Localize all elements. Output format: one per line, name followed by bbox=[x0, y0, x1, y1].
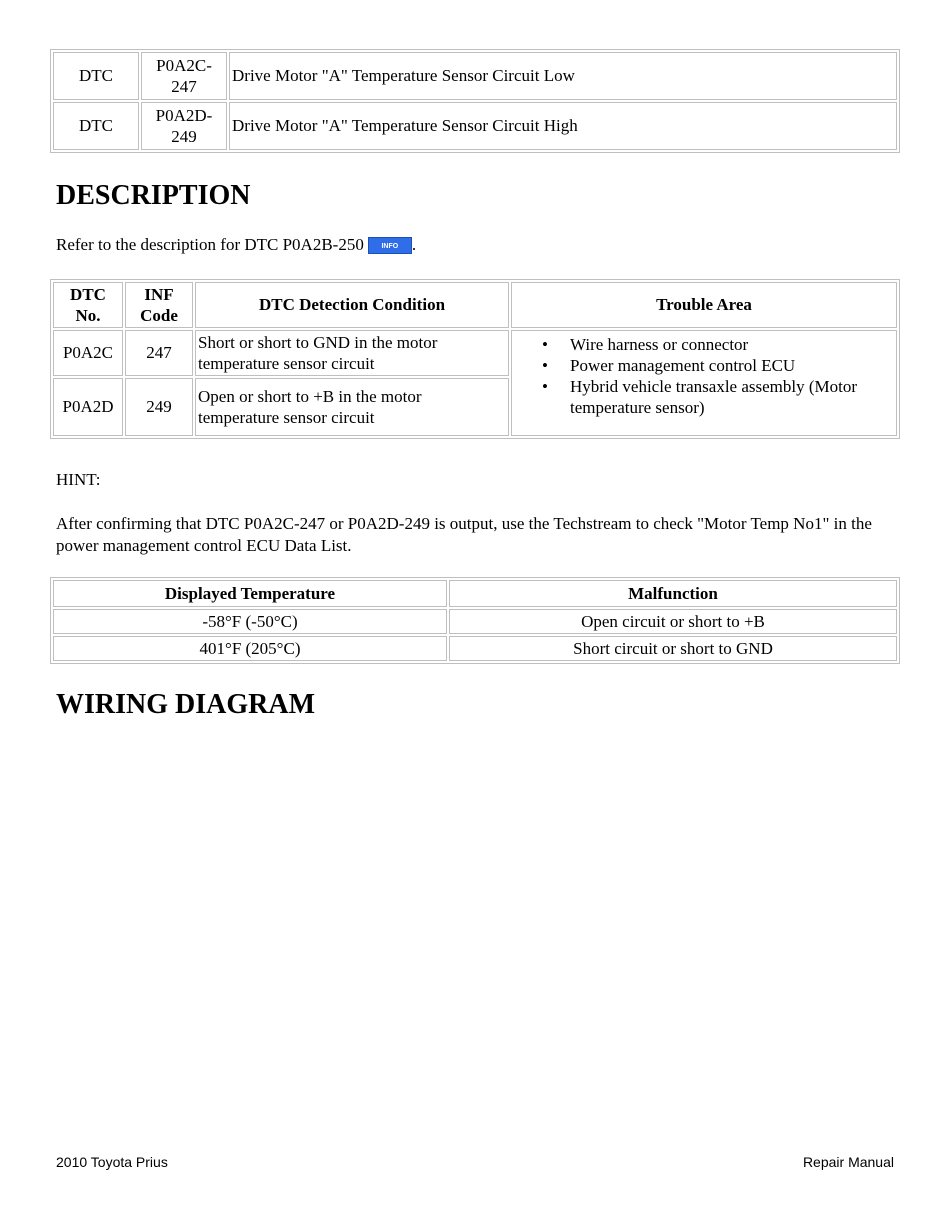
table-row bbox=[53, 102, 897, 150]
temperature-cell: -58°F (-50°C) bbox=[53, 609, 447, 634]
dtc-code: P0A2C-247 bbox=[141, 52, 227, 100]
description-period: . bbox=[411, 235, 417, 254]
dtc-header-table bbox=[50, 49, 900, 153]
header-detection-condition: DTC Detection Condition bbox=[195, 282, 509, 328]
inf-cell: 249 bbox=[125, 378, 193, 436]
dtc-label: DTC bbox=[53, 52, 139, 100]
dtc-code: P0A2D-249 bbox=[141, 102, 227, 150]
condition-cell: Open or short to +B in the motor temperature sensor circuit bbox=[195, 378, 509, 436]
header-dtc-no: DTC No. bbox=[53, 282, 123, 328]
dtc-description: Drive Motor "A" Temperature Sensor Circuit Low bbox=[229, 52, 897, 100]
table-header-row bbox=[53, 282, 897, 328]
dtc-cell: P0A2D bbox=[53, 378, 123, 436]
footer-right: Repair Manual bbox=[802, 1154, 894, 1170]
header-inf-code: INF Code bbox=[125, 282, 193, 328]
description-heading: DESCRIPTION bbox=[56, 180, 251, 211]
condition-cell: Short or short to GND in the motor temperature sensor circuit bbox=[195, 330, 509, 376]
malfunction-cell: Short circuit or short to GND bbox=[449, 636, 897, 661]
malfunction-cell: Open circuit or short to +B bbox=[449, 609, 897, 634]
dtc-cell: P0A2C bbox=[53, 330, 123, 376]
header-trouble-area: Trouble Area bbox=[511, 282, 897, 328]
table-header-row bbox=[53, 580, 897, 607]
table-row bbox=[53, 609, 897, 634]
table-row bbox=[53, 636, 897, 661]
list-item: • Power management control ECU bbox=[514, 355, 894, 376]
detection-table bbox=[50, 279, 900, 439]
description-text bbox=[56, 235, 416, 255]
inf-cell: 247 bbox=[125, 330, 193, 376]
temperature-cell: 401°F (205°C) bbox=[53, 636, 447, 661]
trouble-area-cell bbox=[511, 330, 897, 436]
trouble-area-list bbox=[514, 334, 894, 418]
temperature-table bbox=[50, 577, 900, 664]
description-sentence: Refer to the description for DTC P0A2B-250 bbox=[56, 235, 364, 254]
list-item: • Hybrid vehicle transaxle assembly (Motor temperature sensor) bbox=[514, 376, 894, 418]
dtc-label: DTC bbox=[53, 102, 139, 150]
table-row bbox=[53, 52, 897, 100]
hint-text: After confirming that DTC P0A2C-247 or P0A2D-249 is output, use the Techstream to check "Motor Temp No1" in the power management control ECU Data List. bbox=[56, 514, 872, 555]
header-displayed-temperature: Displayed Temperature bbox=[53, 580, 447, 607]
dtc-description: Drive Motor "A" Temperature Sensor Circuit High bbox=[229, 102, 897, 150]
list-item: • Wire harness or connector bbox=[514, 334, 894, 355]
hint-label: HINT: bbox=[56, 470, 101, 489]
table-row bbox=[53, 330, 897, 376]
header-malfunction: Malfunction bbox=[449, 580, 897, 607]
info-button[interactable]: INFO bbox=[368, 237, 412, 254]
footer-left: 2010 Toyota Prius bbox=[56, 1154, 168, 1170]
wiring-diagram-heading: WIRING DIAGRAM bbox=[56, 689, 315, 720]
